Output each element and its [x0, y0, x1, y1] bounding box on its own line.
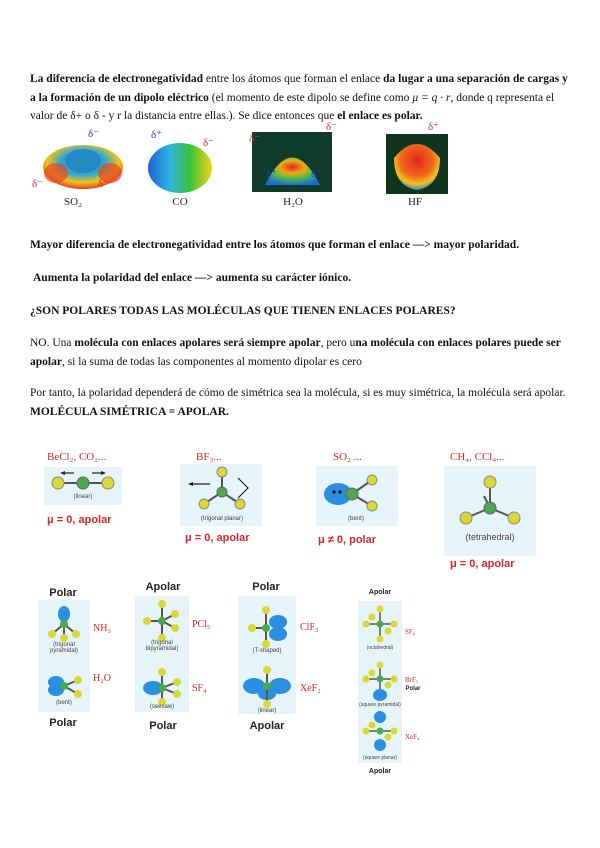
bold-text: ¿SON POLARES TODAS LAS MOLÉCULAS QUE TIENEN ENLACES POLARES?: [30, 305, 456, 317]
bold-text: MOLÉCULA SIMÉTRICA = APOLAR.: [30, 405, 229, 418]
nh3-label: NH₃: [93, 623, 111, 634]
text: , donde q representa el valor de δ+ o δ - y r la distancia entre ellas.). Se dice entonces que: [30, 91, 555, 122]
linear-caption: (linear): [73, 494, 93, 500]
polarity-paragraph: [30, 236, 574, 255]
caption: (T-shaped): [252, 648, 282, 654]
brf5-label: BrF₅: [405, 676, 419, 684]
so2-map: [38, 135, 128, 195]
text: entre los átomos que forman el enlace: [203, 73, 384, 85]
delta-label: δ⁻: [203, 137, 214, 149]
bent-header: SO₂ ...: [333, 451, 362, 463]
tetrahedral-caption: (tetrahedral): [465, 532, 515, 542]
formula: μ = q · r: [412, 91, 451, 104]
linear-result: μ = 0, apolar: [47, 514, 112, 526]
sf6-brf5-xef4-molecules: [358, 601, 402, 763]
bold-text: na molécula con enlaces polares puede ser apolar: [30, 337, 561, 368]
bold-text: Mayor diferencia de electronegatividad entre los átomos que forman el enlace —> mayor polaridad.: [30, 239, 520, 251]
caption: (trigonal pyramidal): [49, 642, 78, 654]
clf3-label: ClF₃: [300, 622, 319, 633]
xef4-label: XeF₄: [405, 733, 420, 741]
polar-label: Polar: [49, 717, 77, 729]
h2o-map: [255, 135, 330, 190]
delta-label: δ⁻: [32, 178, 43, 190]
text: , si la suma de todas las componentes al momento dipolar es cero: [61, 355, 362, 368]
bold-text: molécula con enlaces apolares será siempre apolar: [74, 337, 321, 349]
caption: (octahedral): [366, 645, 394, 651]
apolar-label: Apolar: [145, 581, 181, 593]
sf4-label: SF₄: [192, 683, 207, 694]
bold-text: La diferencia de electronegatividad: [30, 73, 204, 85]
delta-label: δ⁻: [88, 128, 99, 140]
xef2-label: XeF₂: [300, 683, 321, 694]
caption: (square planar): [363, 755, 397, 761]
caption: (trigonal bipyramidal): [145, 640, 179, 652]
trigonal-result: μ = 0, apolar: [185, 532, 250, 544]
delta-label: δ⁻: [326, 121, 337, 133]
sf6-label: SF₆: [405, 628, 416, 636]
answer-paragraph: [30, 334, 574, 371]
delta-label: δ⁺: [151, 129, 162, 141]
text: NO. Una: [30, 337, 75, 349]
tetrahedral-molecule: [444, 466, 536, 556]
bold-text: el enlace es polar.: [337, 110, 423, 122]
so2-label: SO₂: [64, 196, 82, 208]
trigonal-caption: (trigonal planar): [200, 516, 244, 522]
caption: (linear): [257, 708, 277, 714]
apolar-label: Apolar: [249, 720, 285, 732]
hf-label: HF: [407, 196, 423, 208]
apolar-label: Apolar: [368, 589, 392, 596]
tetrahedral-result: μ = 0, apolar: [450, 558, 515, 570]
bold-text: Aumenta la polaridad del enlace —> aumenta su carácter iónico.: [33, 272, 352, 284]
delta-label: δ⁺: [428, 121, 439, 133]
polar-label: Polar: [149, 720, 177, 732]
ionic-paragraph: [33, 269, 577, 288]
apolar-label: Apolar: [368, 768, 392, 775]
polar-label: Polar: [252, 581, 280, 593]
h2o-label: H₂O: [93, 673, 111, 684]
bent-caption: (bent): [348, 516, 364, 522]
intro-paragraph: [30, 70, 574, 126]
clf3-xef2-molecules: [238, 596, 296, 714]
pcl5-sf4-molecules: [135, 596, 189, 712]
co-label: CO: [172, 196, 188, 208]
delta-label: δ⁺: [266, 168, 277, 180]
text: (el momento de este dipolo se define como: [208, 91, 413, 104]
h2o-label: H₂O: [283, 196, 303, 208]
hf-map: [388, 136, 446, 192]
trigonal-header: BF₃...: [196, 451, 222, 463]
pcl5-label: PCl₅: [192, 619, 211, 630]
caption: (bent): [56, 700, 72, 706]
bold-text: da lugar a una separación de cargas y a la formación de un dipolo eléctrico: [30, 73, 568, 104]
question-heading: [30, 302, 574, 321]
caption: (square pyramidal): [359, 702, 401, 708]
symmetry-paragraph: [30, 384, 574, 421]
delta-label: δ⁻: [98, 178, 109, 190]
text: , pero u: [320, 337, 356, 349]
nh3-h2o-molecules: [38, 600, 90, 712]
bent-result: μ ≠ 0, polar: [318, 534, 377, 546]
tetrahedral-header: CH₄, CCl₄...: [450, 451, 505, 463]
text: Por tanto, la polaridad dependerá de cómo de simétrica sea la molécula, si es muy simétrica, la molécula será apolar.: [30, 387, 566, 399]
linear-header: BeCl₂, CO₂...: [47, 451, 107, 463]
caption: (seesaw): [149, 704, 175, 710]
delta-label: δ⁻: [249, 133, 260, 145]
polar-label: Polar: [49, 587, 77, 599]
polar-label: Polar: [405, 686, 421, 692]
delta-label: δ⁺: [311, 168, 322, 180]
